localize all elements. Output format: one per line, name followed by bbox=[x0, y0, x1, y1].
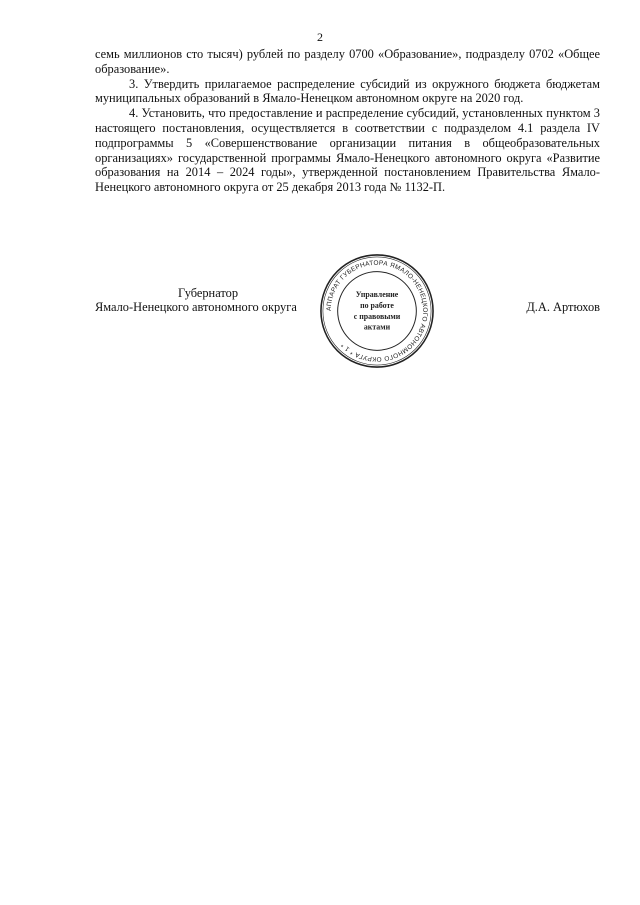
paragraph-continuation: семь миллионов сто тысяч) рублей по разделу 0700 «Образование», подразделу 0702 «Общее образование». bbox=[95, 47, 600, 76]
signatory-region: Ямало-Ненецкого автономного округа bbox=[95, 300, 297, 314]
stamp-ring-text: АППАРАТ ГУБЕРНАТОРА ЯМАЛО-НЕНЕЦКОГО АВТОНОМНОГО ОКРУГА * 1 * bbox=[325, 259, 429, 363]
paragraph-item-3: 3. Утвердить прилагаемое распределение субсидий из окружного бюджета бюджетам муниципальных образований в Ямало-Ненецком автономном округе на 2020 год. bbox=[95, 76, 600, 106]
document-body bbox=[95, 47, 600, 195]
stamp-center-line-4: актами bbox=[363, 322, 391, 332]
stamp-center-line-2: по работе bbox=[360, 301, 394, 311]
signatory-name: Д.А. Артюхов bbox=[526, 300, 600, 314]
official-stamp bbox=[318, 252, 436, 370]
paragraph-item-4: 4. Установить, что предоставление и распределение субсидий, установленных пунктом 3 настоящего постановления, осуществляется в соответствии с подразделом 4.1 раздела IV подпрограммы 5 «Совершенствование организации питания в общеобразовательных организациях» государственной программы Ямало-Ненецкого автономного округа «Развитие образования на 2014 – 2024 годы», утвержденной постановлением Правительства Ямало-Ненецкого автономного округа от 25 декабря 2013 года № 1132-П. bbox=[95, 106, 600, 195]
page-number: 2 bbox=[317, 30, 323, 44]
signatory-position: Губернатор bbox=[178, 286, 239, 300]
stamp-center-line-1: Управление bbox=[355, 290, 399, 300]
stamp-center-line-3: с правовыми bbox=[353, 311, 401, 321]
